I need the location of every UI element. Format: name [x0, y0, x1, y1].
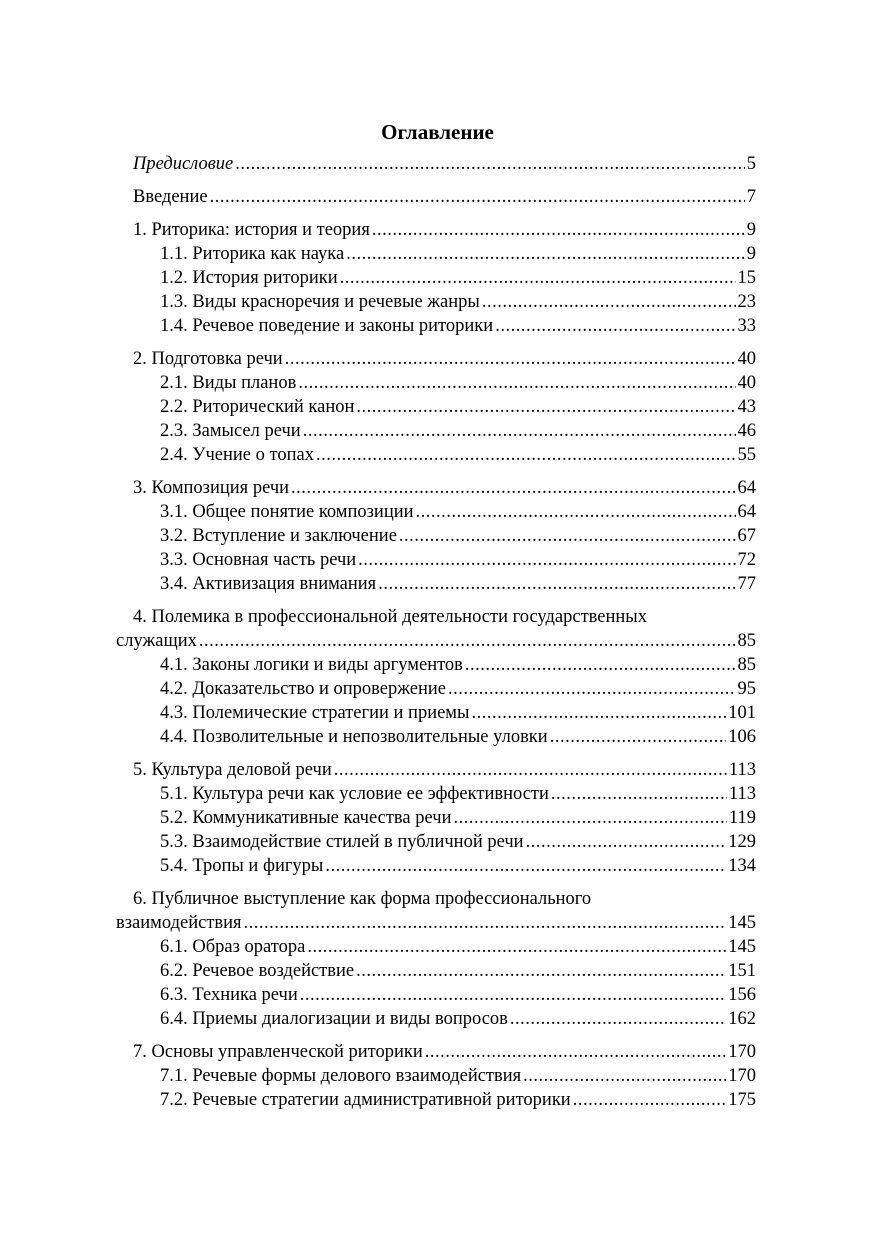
toc-section: 6.3. Техника речи ..... 156 [116, 983, 756, 1007]
toc-chapter-2: 2. Подготовка речи ..... 40 [116, 347, 756, 371]
toc-section: 3.3. Основная часть речи ..... 72 [116, 548, 756, 572]
toc-entry-preface: Предисловие ..... 5 [116, 152, 756, 176]
toc-entry-intro: Введение ..... 7 [116, 185, 756, 209]
toc-section: 7.2. Речевые стратегии административной риторики ..... 175 [116, 1088, 756, 1112]
toc-section: 2.2. Риторический канон ..... 43 [116, 395, 756, 419]
toc-section: 2.4. Учение о топах ..... 55 [116, 443, 756, 467]
toc-section: 6.1. Образ оратора ..... 145 [116, 935, 756, 959]
toc-chapter-1: 1. Риторика: история и теория ..... 9 [116, 218, 756, 242]
toc-chapter-5: 5. Культура деловой речи ..... 113 [116, 758, 756, 782]
toc-section: 1.2. История риторики ..... 15 [116, 266, 756, 290]
toc-section: 2.1. Виды планов ..... 40 [116, 371, 756, 395]
toc-section: 4.4. Позволительные и непозволительные уловки ..... 106 [116, 725, 756, 749]
toc-section: 3.1. Общее понятие композиции ..... 64 [116, 500, 756, 524]
toc-section: 3.4. Активизация внимания ..... 77 [116, 572, 756, 596]
toc-chapter-3: 3. Композиция речи ..... 64 [116, 476, 756, 500]
toc-chapter-4-line1: 4. Полемика в профессиональной деятельности государственных [133, 607, 647, 627]
toc-section: 4.2. Доказательство и опровержение ..... 95 [116, 677, 756, 701]
toc-chapter-6-line1: 6. Публичное выступление как форма профессионального [133, 889, 592, 909]
toc-section: 6.4. Приемы диалогизации и виды вопросов ..... 162 [116, 1007, 756, 1031]
toc-section: 1.4. Речевое поведение и законы риторики ..... 33 [116, 314, 756, 338]
toc-section: 2.3. Замысел речи ..... 46 [116, 419, 756, 443]
table-of-contents [116, 152, 756, 1112]
toc-section: 1.1. Риторика как наука ..... 9 [116, 242, 756, 266]
page-title: Оглавление [381, 120, 494, 144]
toc-section: 5.1. Культура речи как условие ее эффективности ..... 113 [116, 782, 756, 806]
toc-section: 5.3. Взаимодействие стилей в публичной речи ..... 129 [116, 830, 756, 854]
toc-section: 3.2. Вступление и заключение ..... 67 [116, 524, 756, 548]
toc-section: 4.3. Полемические стратегии и приемы ..... 101 [116, 701, 756, 725]
toc-section: 5.2. Коммуникативные качества речи ..... 119 [116, 806, 756, 830]
toc-chapter-7: 7. Основы управленческой риторики ..... 170 [116, 1040, 756, 1064]
toc-section: 5.4. Тропы и фигуры ..... 134 [116, 854, 756, 878]
toc-chapter-6: взаимодействия ..... 145 [116, 911, 756, 935]
toc-section: 6.2. Речевое воздействие ..... 151 [116, 959, 756, 983]
toc-section: 4.1. Законы логики и виды аргументов ..... 85 [116, 653, 756, 677]
toc-section: 7.1. Речевые формы делового взаимодействия ..... 170 [116, 1064, 756, 1088]
toc-chapter-4: служащих ..... 85 [116, 629, 756, 653]
toc-section: 1.3. Виды красноречия и речевые жанры ..... 23 [116, 290, 756, 314]
